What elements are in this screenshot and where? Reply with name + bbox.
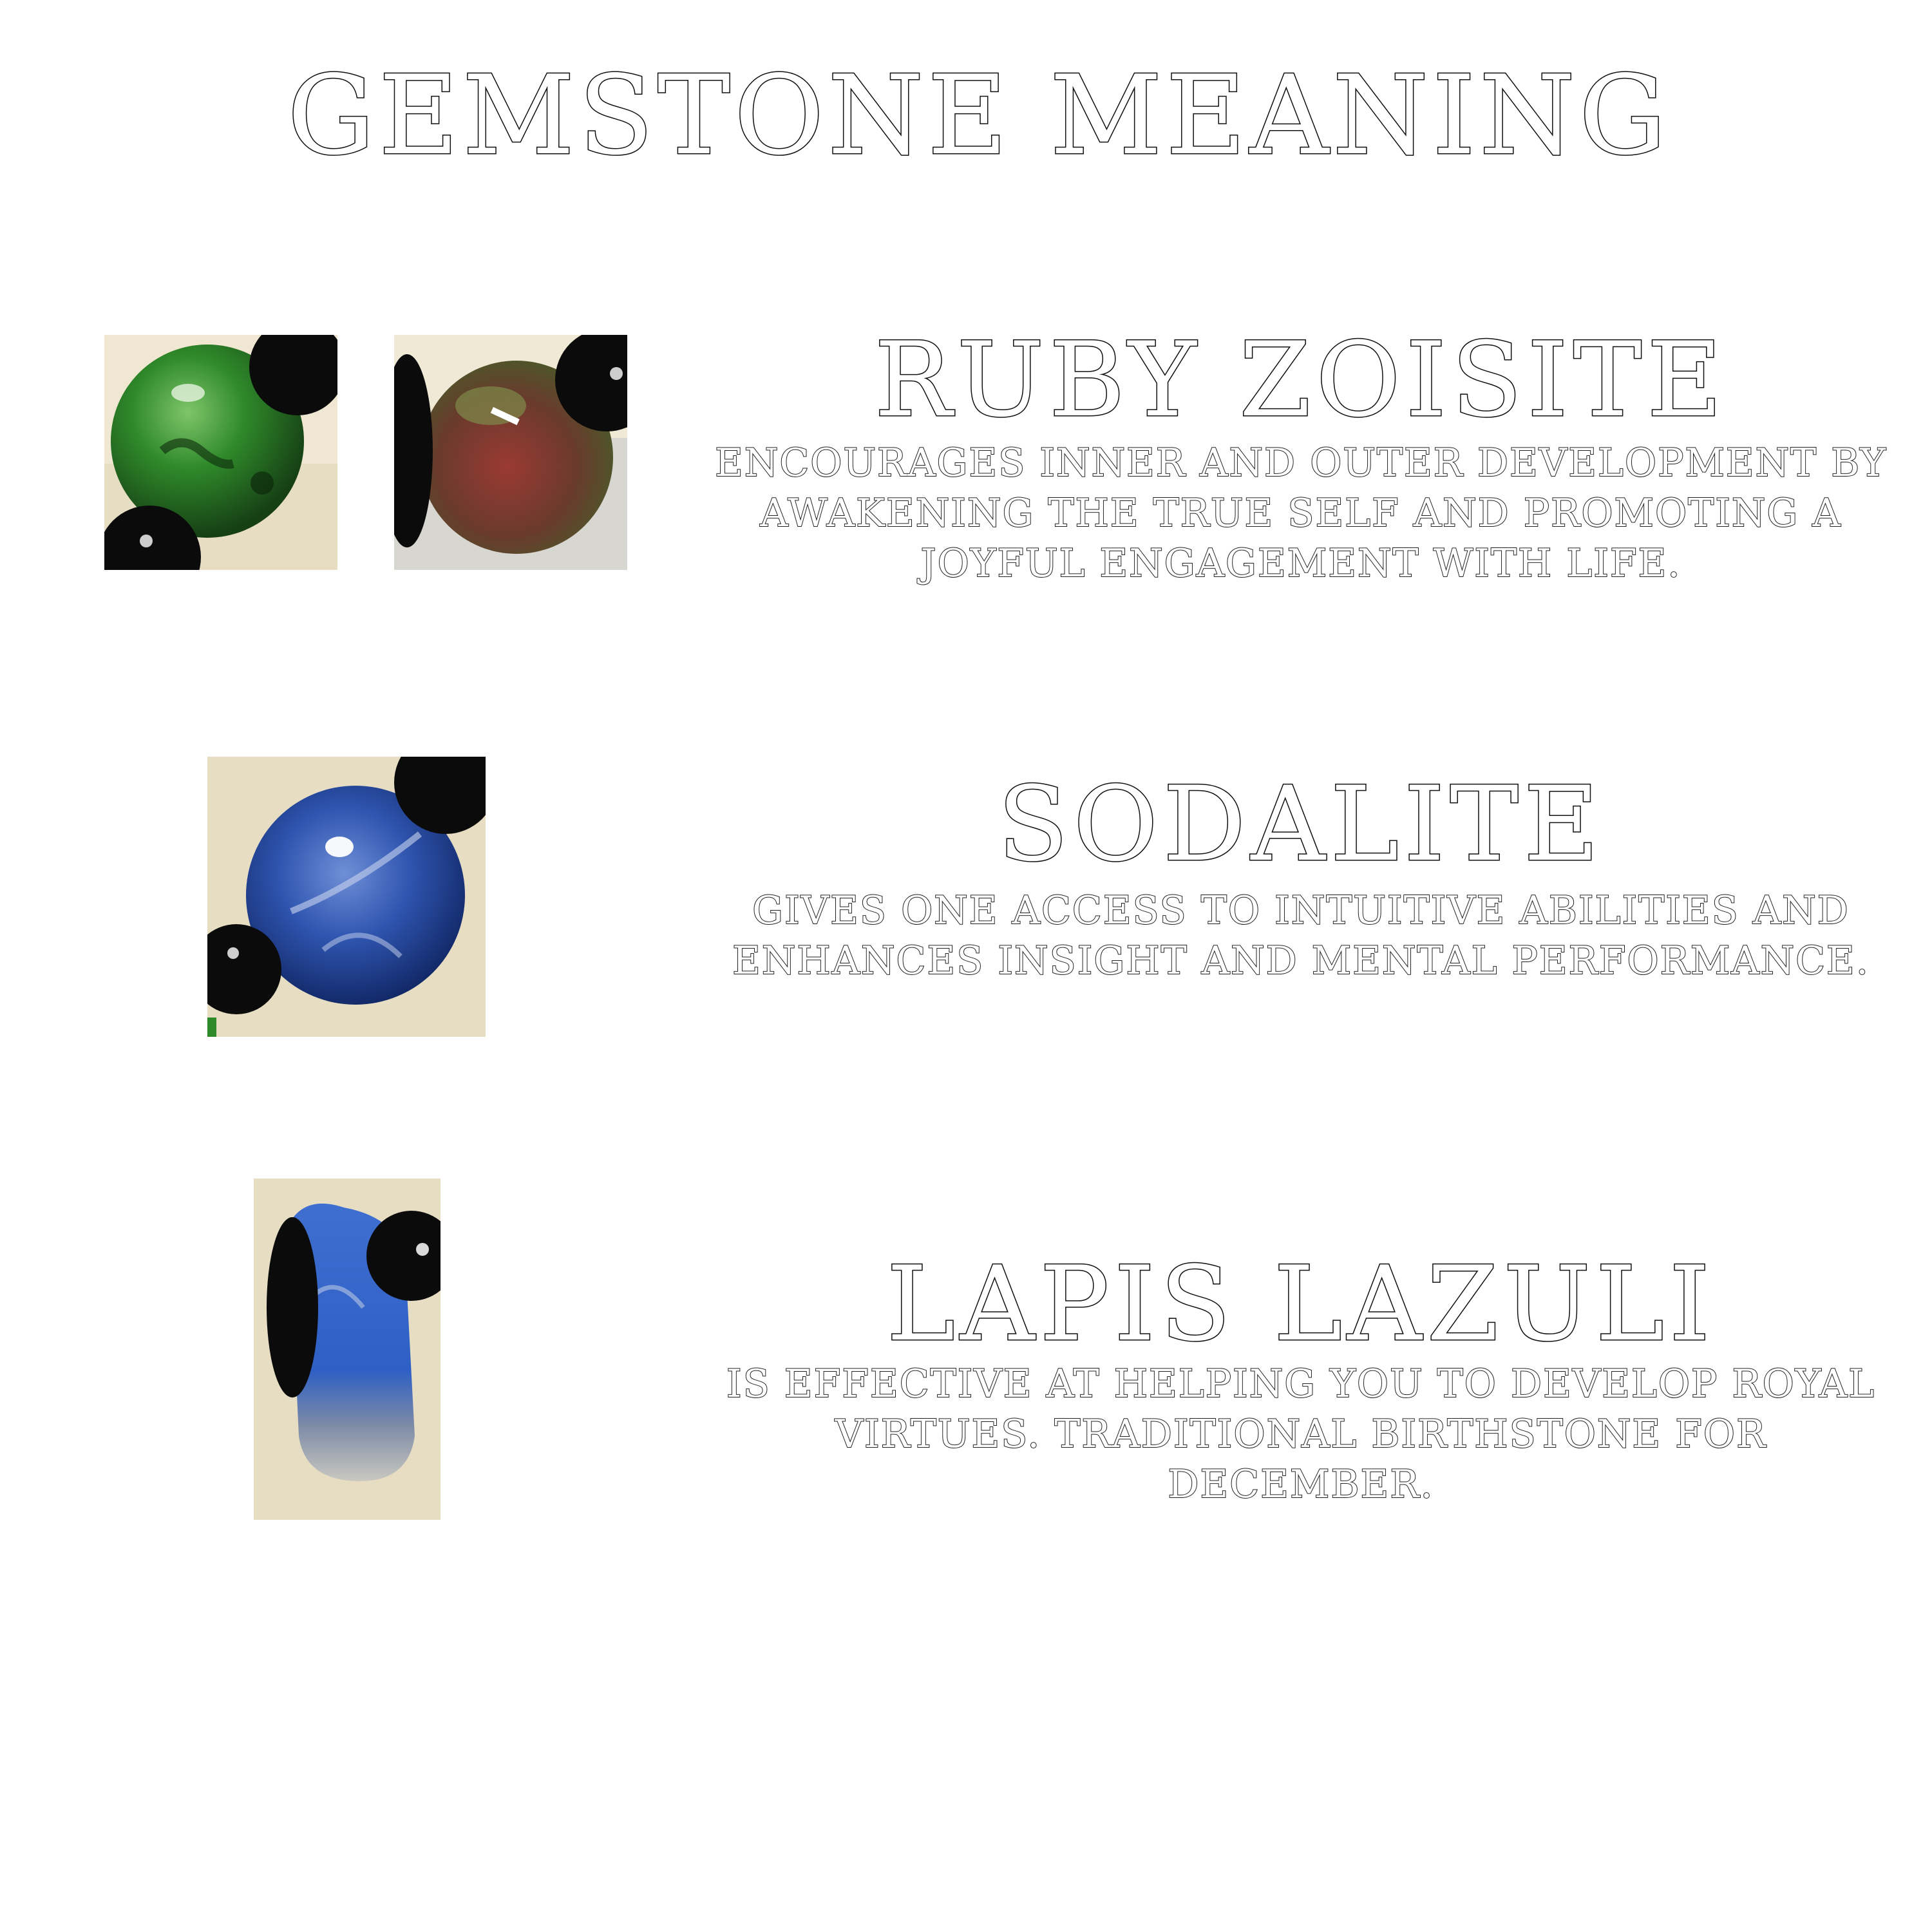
ruby-zoisite-photo-1 [104, 335, 337, 570]
page-title: GEMSTONE MEANING [287, 52, 1671, 180]
sodalite-description: GIVES ONE ACCESS TO INTUITIVE ABILITIES AND ENHANCES INSIGHT AND MENTAL PERFORMANCE. [732, 888, 1870, 983]
sodalite-title: SODALITE [998, 764, 1604, 884]
lapis-lazuli-title: LAPIS LAZULI [886, 1244, 1716, 1364]
lapis-lazuli-description: IS EFFECTIVE AT HELPING YOU TO DEVELOP ROYAL VIRTUES. TRADITIONAL BIRTHSTONE FOR DECEMBER. [726, 1361, 1875, 1507]
ruby-zoisite-title: RUBY ZOISITE [874, 319, 1728, 440]
ruby-zoisite-photo-2 [394, 335, 627, 570]
ruby-zoisite-description: ENCOURAGES INNER AND OUTER DEVELOPMENT BY AWAKENING THE TRUE SELF AND PROMOTING A JOYFUL ENGAGEMENT WITH LIFE. [715, 440, 1887, 586]
sodalite-photo [207, 757, 486, 1037]
lapis-lazuli-photo [254, 1179, 440, 1520]
